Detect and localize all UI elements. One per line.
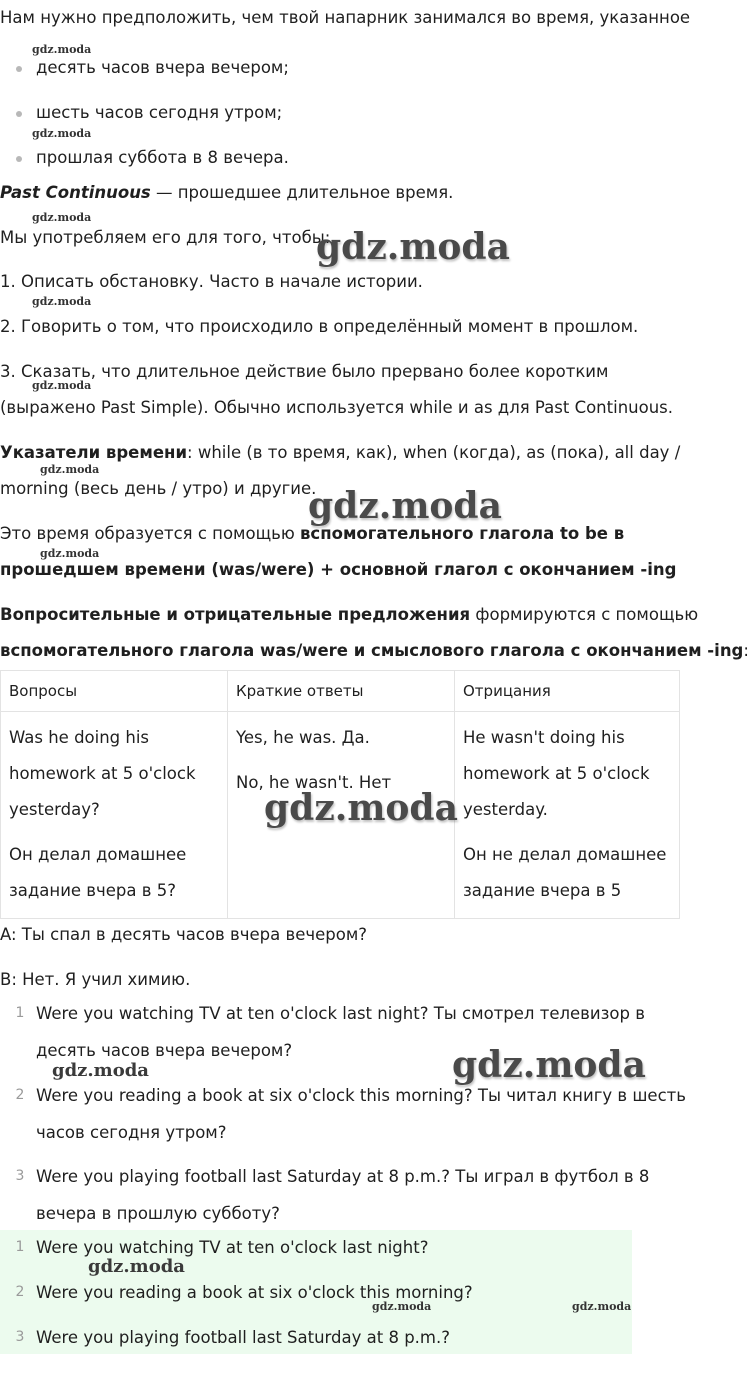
list-item: Were you watching TV at ten o'clock last night? Ты смотрел телевизор в [36,1004,645,1023]
watermark-logo: gdz.moda [264,787,458,829]
watermark-logo: gdz.moda [40,547,100,560]
watermark-logo: gdz.moda [372,1300,432,1313]
use-item: 1. Описать обстановку. Часто в начале истории. [0,272,423,291]
bullet-dot [16,156,22,162]
watermark-logo: gdz.moda [32,211,92,224]
watermark-logo: gdz.moda [40,463,100,476]
dialog-b: B: Нет. Я учил химию. [0,970,191,989]
cell-text: Was he doing his homework at 5 o'clock yesterday? [9,728,196,819]
pc-rest: — прошедшее длительное время. [150,183,454,202]
cell-text: Yes, he was. Да. [236,728,370,747]
qn-line-2 [0,633,749,669]
table-header: Вопросы [1,671,228,712]
watermark-logo: gdz.moda [32,127,92,140]
qn-bold: Вопросительные и отрицательные предложения [0,605,471,624]
watermark-logo: gdz.moda [32,379,92,392]
use-item: (выражено Past Simple). Обычно используется while и as для Past Continuous. [0,398,674,417]
cell-text: Он делал домашнее задание вчера в 5? [9,845,187,900]
cell-text: He wasn't doing his homework at 5 o'clock yesterday. [463,728,650,819]
formation-line-2 [0,552,676,588]
table-header: Отрицания [455,671,680,712]
bullet-dot [16,66,22,72]
dialog-a: A: Ты спал в десять часов вчера вечером? [0,925,368,944]
markers-text: : while (в то время, как), when (когда), as (пока), all day / [187,443,681,462]
bullet-item: прошлая суббота в 8 вечера. [36,148,289,167]
markers-bold: Указатели времени [0,443,188,462]
watermark-logo: gdz.moda [32,43,92,56]
list-number: 2 [15,1087,25,1103]
qn-rest: формируются с помощью [470,605,699,624]
bullet-item: десять часов вчера вечером; [36,58,289,77]
cell-text: No, he wasn't. Нет [236,773,392,792]
table-cell [455,712,680,919]
use-item: 3. Сказать, что длительное действие было прервано более коротким [0,362,609,381]
answer-number: 2 [15,1284,25,1300]
answer-item: Were you watching TV at ten o'clock last night? [36,1238,429,1257]
table-header-row [1,671,680,712]
pc-title: Past Continuous [0,183,151,202]
list-number: 3 [15,1168,25,1184]
bullet-dot [16,111,22,117]
list-item: Were you reading a book at six o'clock this morning? Ты читал книгу в шесть [36,1086,686,1105]
intro-text: Нам нужно предположить, чем твой напарник занимался во время, указанное [0,8,691,27]
markers-line [0,435,680,471]
watermark-logo: gdz.moda [452,1044,646,1086]
use-item: 2. Говорить о том, что происходило в определённый момент в прошлом. [0,317,639,336]
list-item-cont: вечера в прошлую субботу? [36,1204,280,1223]
answer-number: 1 [15,1239,25,1255]
answer-item: Were you reading a book at six o'clock this morning? [36,1283,473,1302]
list-item-cont: десять часов вчера вечером? [36,1041,293,1060]
watermark-logo: gdz.moda [308,485,502,527]
watermark-logo: gdz.moda [88,1256,185,1277]
markers-line-2: morning (весь день / утро) и другие. [0,479,317,498]
watermark-logo: gdz.moda [52,1060,149,1081]
formation-plain: Это время образуется с помощью [0,524,300,543]
answer-number: 3 [15,1329,25,1345]
watermark-logo: gdz.moda [316,226,510,268]
pc-definition [0,175,453,211]
qn-colon: : [743,641,749,660]
table-header: Краткие ответы [228,671,455,712]
list-item-cont: часов сегодня утром? [36,1123,227,1142]
qn-line [0,597,698,633]
qn-bold-2: вспомогательного глагола was/were и смыслового глагола с окончанием -ing [0,641,744,660]
list-item: Were you playing football last Saturday at 8 p.m.? Ты играл в футбол в 8 [36,1167,650,1186]
watermark-logo: gdz.moda [32,295,92,308]
bullet-item: шесть часов сегодня утром; [36,103,283,122]
use-intro: Мы употребляем его для того, чтобы: [0,228,331,247]
formation-bold-2: прошедшем времени (was/were) + основной глагол с окончанием -ing [0,560,677,579]
answer-item: Were you playing football last Saturday at 8 p.m.? [36,1328,451,1347]
table-cell [1,712,228,919]
cell-text: Он не делал домашнее задание вчера в 5 [463,845,667,900]
watermark-logo: gdz.moda [572,1300,632,1313]
list-number: 1 [15,1005,25,1021]
formation-bold: вспомогательного глагола to be в [299,524,625,543]
